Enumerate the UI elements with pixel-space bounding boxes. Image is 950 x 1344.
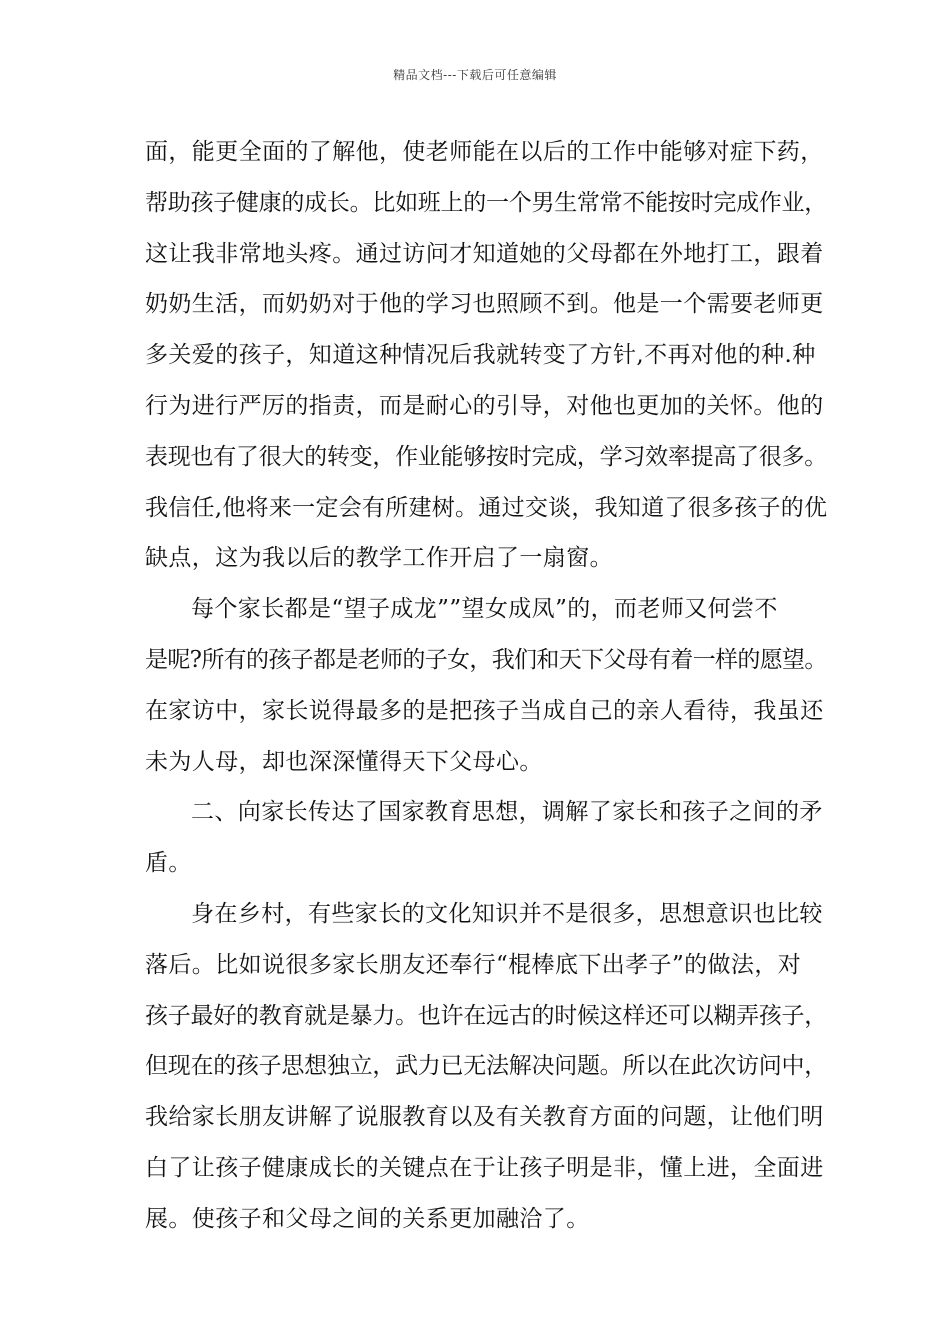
text-line: 孩子最好的教育就是暴力。也许在远古的时候这样还可以糊弄孩子，	[145, 1002, 828, 1029]
text-line: 我给家长朋友讲解了说服教育以及有关教育方面的问题，让他们明	[145, 1104, 824, 1131]
text-line: 二、向家长传达了国家教育思想，调解了家长和孩子之间的矛	[191, 799, 823, 826]
text-line: 我信任,他将来一定会有所建树。通过交谈，我知道了很多孩子的优	[145, 494, 828, 521]
text-line: 面，能更全面的了解他，使老师能在以后的工作中能够对症下药，	[145, 139, 824, 165]
page-header: 精品文档---下载后可任意编辑	[393, 68, 557, 82]
text-line: 奶奶生活，而奶奶对于他的学习也照顾不到。他是一个需要老师更	[145, 291, 824, 318]
text-line: 行为进行严厉的指责，而是耐心的引导，对他也更加的关怀。他的	[145, 392, 824, 419]
text-line: 是呢?所有的孩子都是老师的子女，我们和天下父母有着一样的愿望。	[145, 646, 827, 673]
text-line: 盾。	[145, 850, 192, 877]
text-line: 这让我非常地头疼。通过访问才知道她的父母都在外地打工，跟着	[145, 240, 824, 267]
text-line: 缺点，这为我以后的教学工作开启了一扇窗。	[145, 545, 613, 572]
text-line: 表现也有了很大的转变，作业能够按时完成，学习效率提高了很多。	[145, 443, 828, 470]
text-line: 在家访中，家长说得最多的是把孩子当成自己的亲人看待，我虽还	[145, 697, 824, 724]
text-line: 未为人母，却也深深懂得天下父母心。	[145, 748, 543, 775]
text-line: 但现在的孩子思想独立，武力已无法解决问题。所以在此次访问中，	[145, 1053, 828, 1080]
text-line: 白了让孩子健康成长的关键点在于让孩子明是非，懂上进，全面进	[145, 1154, 824, 1181]
text-line: 展。使孩子和父母之间的关系更加融洽了。	[145, 1205, 590, 1232]
text-line: 落后。比如说很多家长朋友还奉行“棍棒底下出孝子”的做法，对	[145, 951, 802, 978]
document-body	[145, 127, 828, 1245]
text-line: 每个家长都是“望子成龙””望女成凤”的，而老师又何尝不	[191, 596, 778, 623]
text-line: 多关爱的孩子，知道这种情况后我就转变了方针,不再对他的种.种	[145, 342, 816, 369]
text-line: 帮助孩子健康的成长。比如班上的一个男生常常不能按时完成作业，	[145, 189, 828, 216]
text-line: 身在乡村，有些家长的文化知识并不是很多，思想意识也比较	[191, 900, 823, 927]
